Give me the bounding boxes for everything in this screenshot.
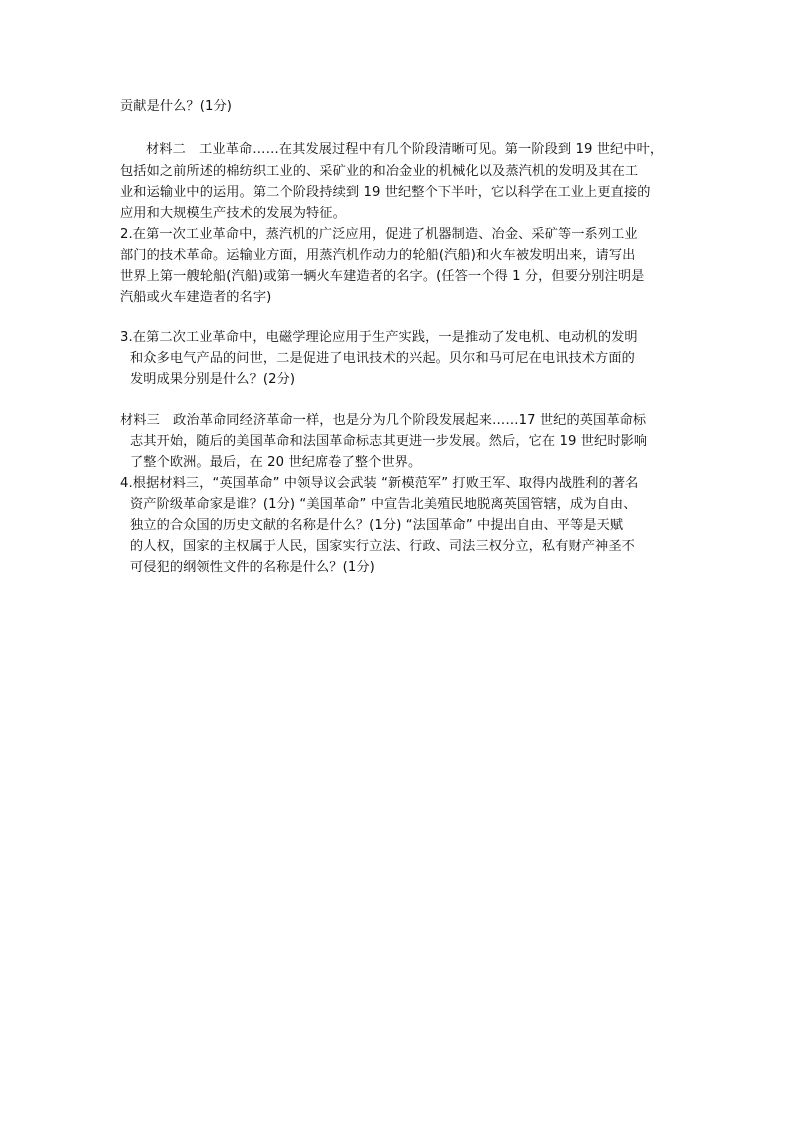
material-3-line-2: 志其开始，随后的美国革命和法国革命标志其更进一步发展。然后，它在 19 世纪时影响 <box>130 434 648 449</box>
question-4-line-1: 4.根据材料三，“英国革命” 中领导议会武装 “新模范军” 打败王军、取得内战胜利的著名 <box>120 476 639 491</box>
material-2-line-1: 材料二 工业革命……在其发展过程中有几个阶段清晰可见。第一阶段到 19 世纪中叶， <box>146 142 664 157</box>
question-2-line-4: 汽船或火车建造者的名字) <box>120 290 272 305</box>
question-4-line-4: 的人权，国家的主权属于人民，国家实行立法、行政、司法三权分立，私有财产神圣不 <box>130 539 635 554</box>
question-2-line-2: 部门的技术革命。运输业方面，用蒸汽机作动力的轮船(汽船)和火车被发明出来，请写出 <box>120 248 636 263</box>
question-3-line-3: 发明成果分别是什么？(2分) <box>130 372 296 387</box>
question-2-line-1: 2.在第一次工业革命中，蒸汽机的广泛应用，促进了机器制造、冶金、采矿等一系列工业 <box>120 227 638 242</box>
question-4-line-5: 可侵犯的纲领性文件的名称是什么？(1分) <box>130 560 375 575</box>
question-3-line-2: 和众多电气产品的问世，二是促进了电讯技术的兴起。贝尔和马可尼在电讯技术方面的 <box>130 351 635 366</box>
question-4-line-2: 资产阶级革命家是谁？(1分) “美国革命” 中宣告北美殖民地脱离英国管辖，成为自由、 <box>130 497 637 512</box>
text-line-1: 贡献是什么？(1分) <box>120 99 232 114</box>
material-3-line-3: 了整个欧洲。最后，在 20 世纪席卷了整个世界。 <box>130 455 422 470</box>
material-3-line-1: 材料三 政治革命同经济革命一样，也是分为几个阶段发展起来……17 世纪的英国革命标 <box>120 413 647 428</box>
material-2-line-3: 业和运输业中的运用。第二个阶段持续到 19 世纪整个下半叶，它以科学在工业上更直接的 <box>120 185 651 200</box>
question-4-line-3: 独立的合众国的历史文献的名称是什么？(1分) “法国革命” 中提出自由、平等是天赋 <box>130 518 624 533</box>
question-2-line-3: 世界上第一艘轮船(汽船)或第一辆火车建造者的名字。(任答一个得 1 分，但要分别注明是 <box>120 269 645 284</box>
material-2-line-2: 包括如之前所述的棉纺织工业的、采矿业的和冶金业的机械化以及蒸汽机的发明及其在工 <box>120 164 639 179</box>
material-2-line-4: 应用和大规模生产技术的发展为特征。 <box>120 206 346 221</box>
question-3-line-1: 3.在第二次工业革命中，电磁学理论应用于生产实践，一是推动了发电机、电动机的发明 <box>120 330 638 345</box>
